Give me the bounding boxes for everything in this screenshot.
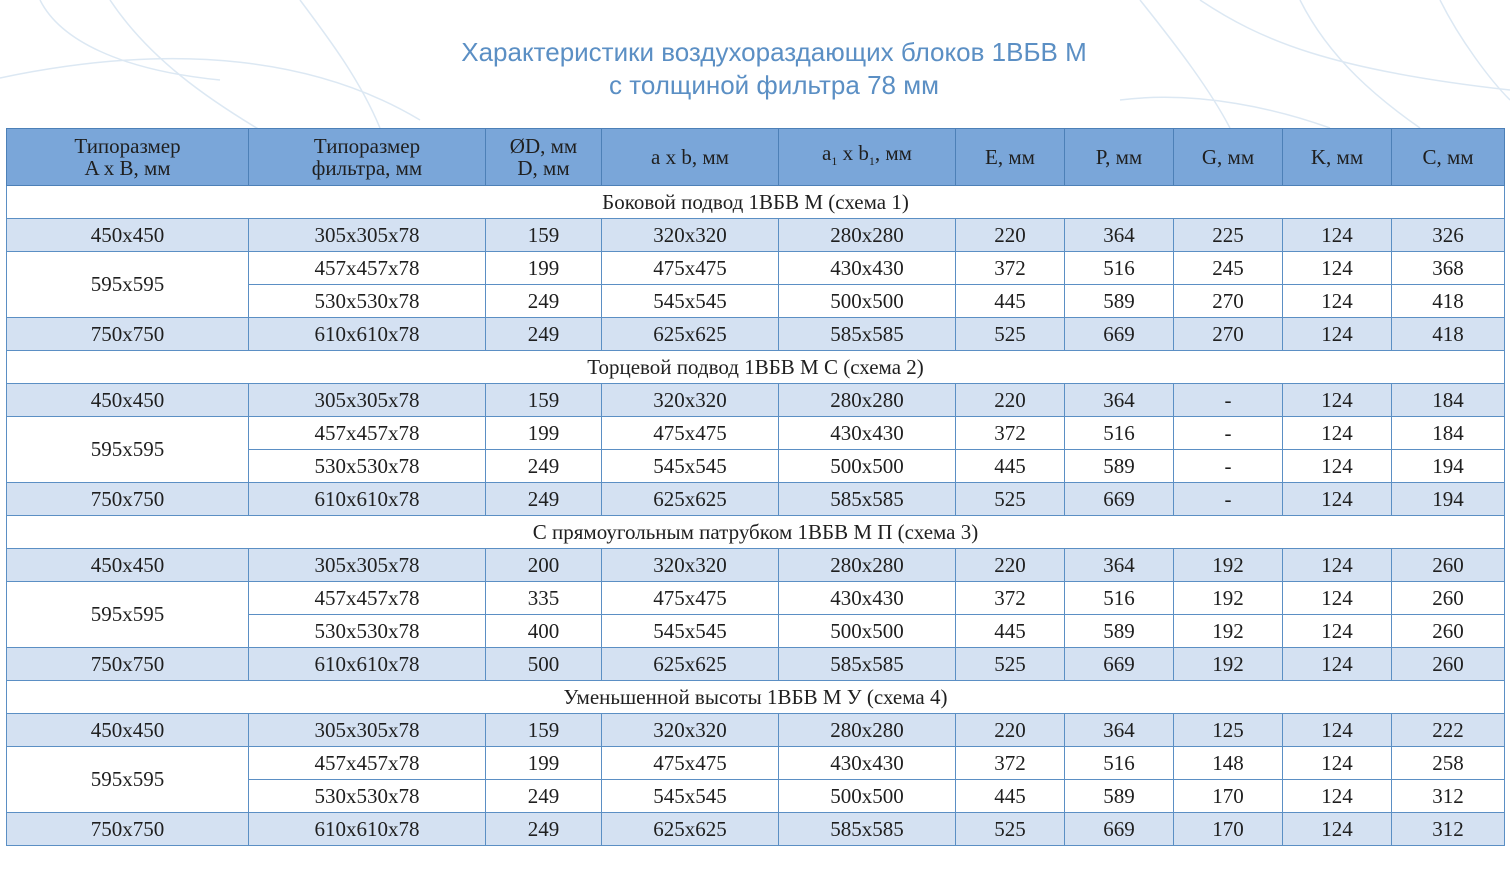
cell-e: 525 bbox=[956, 318, 1065, 351]
table-row bbox=[7, 747, 1505, 780]
cell-size-ab: 450x450 bbox=[7, 549, 249, 582]
cell-e: 220 bbox=[956, 384, 1065, 417]
cell-size-ab: 595x595 bbox=[7, 582, 249, 648]
cell-size-ab: 750x750 bbox=[7, 813, 249, 846]
cell-diameter: 249 bbox=[486, 813, 602, 846]
cell-diameter: 159 bbox=[486, 219, 602, 252]
cell-k: 124 bbox=[1283, 714, 1392, 747]
cell-filter-size: 457x457x78 bbox=[249, 582, 486, 615]
cell-diameter: 159 bbox=[486, 714, 602, 747]
cell-p: 364 bbox=[1065, 384, 1174, 417]
cell-p: 669 bbox=[1065, 648, 1174, 681]
cell-e: 220 bbox=[956, 714, 1065, 747]
specifications-table bbox=[6, 128, 1505, 846]
cell-filter-size: 305x305x78 bbox=[249, 219, 486, 252]
cell-e: 372 bbox=[956, 252, 1065, 285]
cell-c: 368 bbox=[1392, 252, 1505, 285]
header-size-ab bbox=[7, 129, 249, 186]
cell-filter-size: 610x610x78 bbox=[249, 813, 486, 846]
cell-c: 258 bbox=[1392, 747, 1505, 780]
header-c: C, мм bbox=[1392, 129, 1505, 186]
cell-size-ab: 750x750 bbox=[7, 318, 249, 351]
header-diameter-line1: ØD, мм bbox=[509, 134, 578, 158]
cell-p: 516 bbox=[1065, 417, 1174, 450]
cell-g: 192 bbox=[1174, 648, 1283, 681]
cell-c: 194 bbox=[1392, 450, 1505, 483]
cell-filter-size: 610x610x78 bbox=[249, 318, 486, 351]
cell-ab: 625x625 bbox=[602, 318, 779, 351]
header-filter-line1: Типоразмер bbox=[313, 134, 421, 158]
cell-k: 124 bbox=[1283, 450, 1392, 483]
table-row bbox=[7, 219, 1505, 252]
cell-diameter: 199 bbox=[486, 417, 602, 450]
cell-ab: 475x475 bbox=[602, 252, 779, 285]
cell-k: 124 bbox=[1283, 615, 1392, 648]
cell-g: - bbox=[1174, 384, 1283, 417]
section-header-row bbox=[7, 351, 1505, 384]
cell-a1b1: 585x585 bbox=[779, 483, 956, 516]
cell-diameter: 199 bbox=[486, 747, 602, 780]
cell-ab: 475x475 bbox=[602, 747, 779, 780]
page-title bbox=[0, 36, 1510, 102]
cell-size-ab: 750x750 bbox=[7, 483, 249, 516]
table-row bbox=[7, 384, 1505, 417]
cell-k: 124 bbox=[1283, 252, 1392, 285]
cell-a1b1: 280x280 bbox=[779, 549, 956, 582]
cell-diameter: 249 bbox=[486, 483, 602, 516]
cell-size-ab: 750x750 bbox=[7, 648, 249, 681]
cell-g: 148 bbox=[1174, 747, 1283, 780]
cell-filter-size: 530x530x78 bbox=[249, 450, 486, 483]
table-row bbox=[7, 648, 1505, 681]
cell-g: 192 bbox=[1174, 582, 1283, 615]
cell-a1b1: 280x280 bbox=[779, 219, 956, 252]
cell-a1b1: 585x585 bbox=[779, 813, 956, 846]
section-title: С прямоугольным патрубком 1ВБВ М П (схема 3) bbox=[7, 516, 1505, 549]
cell-p: 364 bbox=[1065, 549, 1174, 582]
cell-c: 312 bbox=[1392, 813, 1505, 846]
header-diameter bbox=[486, 129, 602, 186]
table-row bbox=[7, 417, 1505, 450]
cell-g: 192 bbox=[1174, 549, 1283, 582]
cell-ab: 320x320 bbox=[602, 549, 779, 582]
cell-filter-size: 305x305x78 bbox=[249, 549, 486, 582]
cell-e: 525 bbox=[956, 483, 1065, 516]
cell-p: 589 bbox=[1065, 780, 1174, 813]
cell-filter-size: 610x610x78 bbox=[249, 648, 486, 681]
table-row bbox=[7, 813, 1505, 846]
cell-c: 418 bbox=[1392, 318, 1505, 351]
cell-filter-size: 457x457x78 bbox=[249, 252, 486, 285]
cell-diameter: 249 bbox=[486, 450, 602, 483]
table-row bbox=[7, 549, 1505, 582]
header-a1b1-unit: , мм bbox=[874, 140, 912, 165]
header-filter-size bbox=[249, 129, 486, 186]
cell-a1b1: 280x280 bbox=[779, 384, 956, 417]
cell-c: 260 bbox=[1392, 549, 1505, 582]
cell-c: 260 bbox=[1392, 648, 1505, 681]
cell-e: 220 bbox=[956, 549, 1065, 582]
cell-e: 445 bbox=[956, 285, 1065, 318]
cell-a1b1: 430x430 bbox=[779, 417, 956, 450]
cell-ab: 475x475 bbox=[602, 582, 779, 615]
table-row bbox=[7, 318, 1505, 351]
cell-p: 669 bbox=[1065, 483, 1174, 516]
cell-filter-size: 530x530x78 bbox=[249, 780, 486, 813]
cell-diameter: 199 bbox=[486, 252, 602, 285]
cell-p: 589 bbox=[1065, 450, 1174, 483]
cell-c: 184 bbox=[1392, 384, 1505, 417]
cell-size-ab: 595x595 bbox=[7, 747, 249, 813]
cell-a1b1: 500x500 bbox=[779, 285, 956, 318]
cell-k: 124 bbox=[1283, 549, 1392, 582]
cell-k: 124 bbox=[1283, 582, 1392, 615]
table-row bbox=[7, 483, 1505, 516]
cell-g: 170 bbox=[1174, 813, 1283, 846]
cell-g: - bbox=[1174, 483, 1283, 516]
cell-filter-size: 457x457x78 bbox=[249, 747, 486, 780]
table-body bbox=[7, 186, 1505, 846]
cell-p: 589 bbox=[1065, 615, 1174, 648]
cell-diameter: 249 bbox=[486, 285, 602, 318]
cell-c: 184 bbox=[1392, 417, 1505, 450]
section-title: Уменьшенной высоты 1ВБВ М У (схема 4) bbox=[7, 681, 1505, 714]
header-size-ab-line1: Типоразмер bbox=[74, 134, 181, 158]
cell-p: 364 bbox=[1065, 219, 1174, 252]
cell-size-ab: 595x595 bbox=[7, 417, 249, 483]
section-title: Торцевой подвод 1ВБВ М С (схема 2) bbox=[7, 351, 1505, 384]
cell-k: 124 bbox=[1283, 648, 1392, 681]
cell-filter-size: 530x530x78 bbox=[249, 615, 486, 648]
cell-k: 124 bbox=[1283, 813, 1392, 846]
cell-k: 124 bbox=[1283, 483, 1392, 516]
cell-a1b1: 430x430 bbox=[779, 747, 956, 780]
header-k: K, мм bbox=[1283, 129, 1392, 186]
header-a1b1-xb: x b bbox=[837, 140, 869, 165]
cell-e: 372 bbox=[956, 747, 1065, 780]
cell-ab: 625x625 bbox=[602, 648, 779, 681]
cell-a1b1: 500x500 bbox=[779, 780, 956, 813]
cell-g: 270 bbox=[1174, 318, 1283, 351]
cell-c: 418 bbox=[1392, 285, 1505, 318]
cell-g: - bbox=[1174, 450, 1283, 483]
cell-c: 194 bbox=[1392, 483, 1505, 516]
cell-k: 124 bbox=[1283, 747, 1392, 780]
title-line-1: Характеристики воздухораздающих блоков 1ВБВ М bbox=[461, 37, 1087, 67]
cell-a1b1: 280x280 bbox=[779, 714, 956, 747]
table-row bbox=[7, 714, 1505, 747]
cell-filter-size: 610x610x78 bbox=[249, 483, 486, 516]
cell-g: 192 bbox=[1174, 615, 1283, 648]
section-header-row bbox=[7, 516, 1505, 549]
cell-a1b1: 500x500 bbox=[779, 615, 956, 648]
cell-g: 245 bbox=[1174, 252, 1283, 285]
cell-diameter: 249 bbox=[486, 780, 602, 813]
cell-c: 260 bbox=[1392, 582, 1505, 615]
header-g: G, мм bbox=[1174, 129, 1283, 186]
table-row bbox=[7, 582, 1505, 615]
cell-e: 445 bbox=[956, 615, 1065, 648]
cell-e: 220 bbox=[956, 219, 1065, 252]
cell-p: 669 bbox=[1065, 813, 1174, 846]
cell-g: 270 bbox=[1174, 285, 1283, 318]
cell-diameter: 400 bbox=[486, 615, 602, 648]
cell-p: 516 bbox=[1065, 252, 1174, 285]
cell-c: 222 bbox=[1392, 714, 1505, 747]
header-p: P, мм bbox=[1065, 129, 1174, 186]
cell-diameter: 335 bbox=[486, 582, 602, 615]
cell-a1b1: 500x500 bbox=[779, 450, 956, 483]
header-diameter-line2: D, мм bbox=[517, 156, 570, 180]
cell-ab: 475x475 bbox=[602, 417, 779, 450]
header-ab: a x b, мм bbox=[602, 129, 779, 186]
header-a1b1 bbox=[779, 129, 956, 186]
cell-k: 124 bbox=[1283, 285, 1392, 318]
cell-g: 225 bbox=[1174, 219, 1283, 252]
cell-a1b1: 585x585 bbox=[779, 318, 956, 351]
header-e: E, мм bbox=[956, 129, 1065, 186]
cell-ab: 320x320 bbox=[602, 219, 779, 252]
cell-diameter: 200 bbox=[486, 549, 602, 582]
section-header-row bbox=[7, 186, 1505, 219]
cell-p: 516 bbox=[1065, 747, 1174, 780]
cell-c: 326 bbox=[1392, 219, 1505, 252]
cell-k: 124 bbox=[1283, 780, 1392, 813]
header-filter-line2: фильтра, мм bbox=[311, 156, 423, 180]
cell-filter-size: 305x305x78 bbox=[249, 384, 486, 417]
cell-e: 372 bbox=[956, 417, 1065, 450]
header-a1b1-sub1: 1 bbox=[831, 154, 838, 169]
cell-g: 170 bbox=[1174, 780, 1283, 813]
cell-diameter: 249 bbox=[486, 318, 602, 351]
cell-g: - bbox=[1174, 417, 1283, 450]
cell-filter-size: 305x305x78 bbox=[249, 714, 486, 747]
cell-k: 124 bbox=[1283, 384, 1392, 417]
cell-p: 516 bbox=[1065, 582, 1174, 615]
cell-ab: 625x625 bbox=[602, 483, 779, 516]
cell-g: 125 bbox=[1174, 714, 1283, 747]
cell-ab: 320x320 bbox=[602, 714, 779, 747]
table-row bbox=[7, 252, 1505, 285]
cell-k: 124 bbox=[1283, 318, 1392, 351]
cell-size-ab: 450x450 bbox=[7, 714, 249, 747]
cell-a1b1: 585x585 bbox=[779, 648, 956, 681]
cell-e: 445 bbox=[956, 450, 1065, 483]
cell-size-ab: 450x450 bbox=[7, 384, 249, 417]
cell-e: 525 bbox=[956, 648, 1065, 681]
cell-e: 372 bbox=[956, 582, 1065, 615]
cell-ab: 545x545 bbox=[602, 780, 779, 813]
cell-filter-size: 457x457x78 bbox=[249, 417, 486, 450]
cell-a1b1: 430x430 bbox=[779, 252, 956, 285]
cell-diameter: 500 bbox=[486, 648, 602, 681]
cell-p: 589 bbox=[1065, 285, 1174, 318]
header-size-ab-line2: A x B, мм bbox=[84, 156, 171, 180]
section-header-row bbox=[7, 681, 1505, 714]
cell-ab: 320x320 bbox=[602, 384, 779, 417]
cell-filter-size: 530x530x78 bbox=[249, 285, 486, 318]
cell-ab: 545x545 bbox=[602, 285, 779, 318]
cell-ab: 545x545 bbox=[602, 450, 779, 483]
header-a1b1-a: a bbox=[822, 140, 832, 165]
cell-a1b1: 430x430 bbox=[779, 582, 956, 615]
cell-ab: 545x545 bbox=[602, 615, 779, 648]
header-a1b1-sub2: 1 bbox=[868, 154, 875, 169]
cell-size-ab: 450x450 bbox=[7, 219, 249, 252]
cell-c: 260 bbox=[1392, 615, 1505, 648]
cell-p: 669 bbox=[1065, 318, 1174, 351]
cell-size-ab: 595x595 bbox=[7, 252, 249, 318]
cell-p: 364 bbox=[1065, 714, 1174, 747]
section-title: Боковой подвод 1ВБВ М (схема 1) bbox=[7, 186, 1505, 219]
cell-k: 124 bbox=[1283, 417, 1392, 450]
header-row bbox=[7, 129, 1505, 186]
cell-k: 124 bbox=[1283, 219, 1392, 252]
cell-ab: 625x625 bbox=[602, 813, 779, 846]
cell-diameter: 159 bbox=[486, 384, 602, 417]
cell-c: 312 bbox=[1392, 780, 1505, 813]
cell-e: 525 bbox=[956, 813, 1065, 846]
cell-e: 445 bbox=[956, 780, 1065, 813]
title-line-2: с толщиной фильтра 78 мм bbox=[609, 70, 939, 100]
